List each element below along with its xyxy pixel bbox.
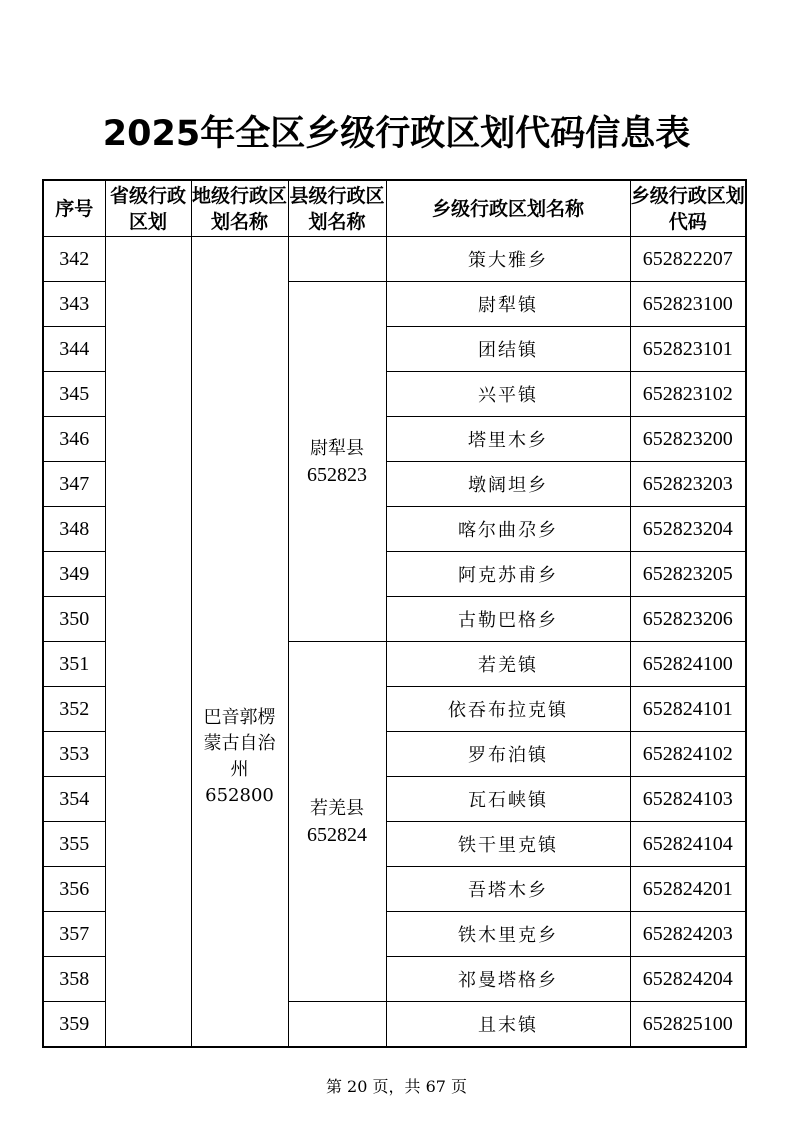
town-cell: 若羌镇 (386, 642, 630, 687)
town-cell: 铁木里克乡 (386, 912, 630, 957)
town-cell: 祁曼塔格乡 (386, 957, 630, 1002)
county-code: 652823 (307, 463, 367, 486)
code-cell: 652824101 (630, 687, 746, 732)
seq-cell: 342 (43, 237, 105, 282)
seq-cell: 354 (43, 777, 105, 822)
seq-cell: 358 (43, 957, 105, 1002)
code-cell: 652824100 (630, 642, 746, 687)
header-county: 县级行政区划名称 (288, 180, 386, 237)
town-cell: 瓦石峡镇 (386, 777, 630, 822)
code-cell: 652825100 (630, 1002, 746, 1048)
province-cell (105, 237, 191, 1048)
header-code: 乡级行政区划代码 (630, 180, 746, 237)
county-name: 尉犁县 (310, 437, 364, 459)
town-cell: 团结镇 (386, 327, 630, 372)
table-row (43, 237, 746, 282)
county-code: 652824 (307, 823, 367, 846)
seq-cell: 343 (43, 282, 105, 327)
header-town: 乡级行政区划名称 (386, 180, 630, 237)
prefecture-cell (191, 237, 288, 1048)
header-seq: 序号 (43, 180, 105, 237)
code-cell: 652823100 (630, 282, 746, 327)
code-cell: 652824201 (630, 867, 746, 912)
town-cell: 且末镇 (386, 1002, 630, 1048)
header-row (43, 180, 746, 237)
prefecture-name: 巴音郭楞蒙古自治州 (203, 706, 276, 780)
seq-cell: 355 (43, 822, 105, 867)
header-province: 省级行政区划 (105, 180, 191, 237)
prefecture-code: 652800 (205, 784, 274, 806)
seq-cell: 346 (43, 417, 105, 462)
code-cell: 652823102 (630, 372, 746, 417)
code-cell: 652823204 (630, 507, 746, 552)
code-cell: 652823206 (630, 597, 746, 642)
code-table (42, 179, 747, 1048)
seq-cell: 348 (43, 507, 105, 552)
town-cell: 古勒巴格乡 (386, 597, 630, 642)
page-footer: 第 20 页，共 67 页 (325, 1077, 468, 1096)
town-cell: 策大雅乡 (386, 237, 630, 282)
county-cell (288, 237, 386, 282)
county-cell (288, 642, 386, 1002)
seq-cell: 350 (43, 597, 105, 642)
code-cell: 652822207 (630, 237, 746, 282)
seq-cell: 356 (43, 867, 105, 912)
county-name: 若羌县 (310, 797, 364, 819)
seq-cell: 344 (43, 327, 105, 372)
header-prefecture: 地级行政区划名称 (191, 180, 288, 237)
seq-cell: 345 (43, 372, 105, 417)
code-cell: 652824203 (630, 912, 746, 957)
town-cell: 吾塔木乡 (386, 867, 630, 912)
seq-cell: 347 (43, 462, 105, 507)
code-cell: 652823205 (630, 552, 746, 597)
seq-cell: 351 (43, 642, 105, 687)
seq-cell: 349 (43, 552, 105, 597)
town-cell: 罗布泊镇 (386, 732, 630, 777)
code-cell: 652823101 (630, 327, 746, 372)
seq-cell: 352 (43, 687, 105, 732)
code-cell: 652824204 (630, 957, 746, 1002)
town-cell: 墩阔坦乡 (386, 462, 630, 507)
code-cell: 652824102 (630, 732, 746, 777)
seq-cell: 359 (43, 1002, 105, 1048)
county-cell (288, 282, 386, 642)
town-cell: 兴平镇 (386, 372, 630, 417)
code-cell: 652823200 (630, 417, 746, 462)
seq-cell: 357 (43, 912, 105, 957)
town-cell: 铁干里克镇 (386, 822, 630, 867)
seq-cell: 353 (43, 732, 105, 777)
page-title: 2025年全区乡级行政区划代码信息表 (102, 114, 691, 154)
town-cell: 塔里木乡 (386, 417, 630, 462)
town-cell: 喀尔曲尕乡 (386, 507, 630, 552)
county-cell (288, 1002, 386, 1048)
town-cell: 依吞布拉克镇 (386, 687, 630, 732)
code-cell: 652823203 (630, 462, 746, 507)
town-cell: 阿克苏甫乡 (386, 552, 630, 597)
code-cell: 652824103 (630, 777, 746, 822)
town-cell: 尉犁镇 (386, 282, 630, 327)
code-cell: 652824104 (630, 822, 746, 867)
